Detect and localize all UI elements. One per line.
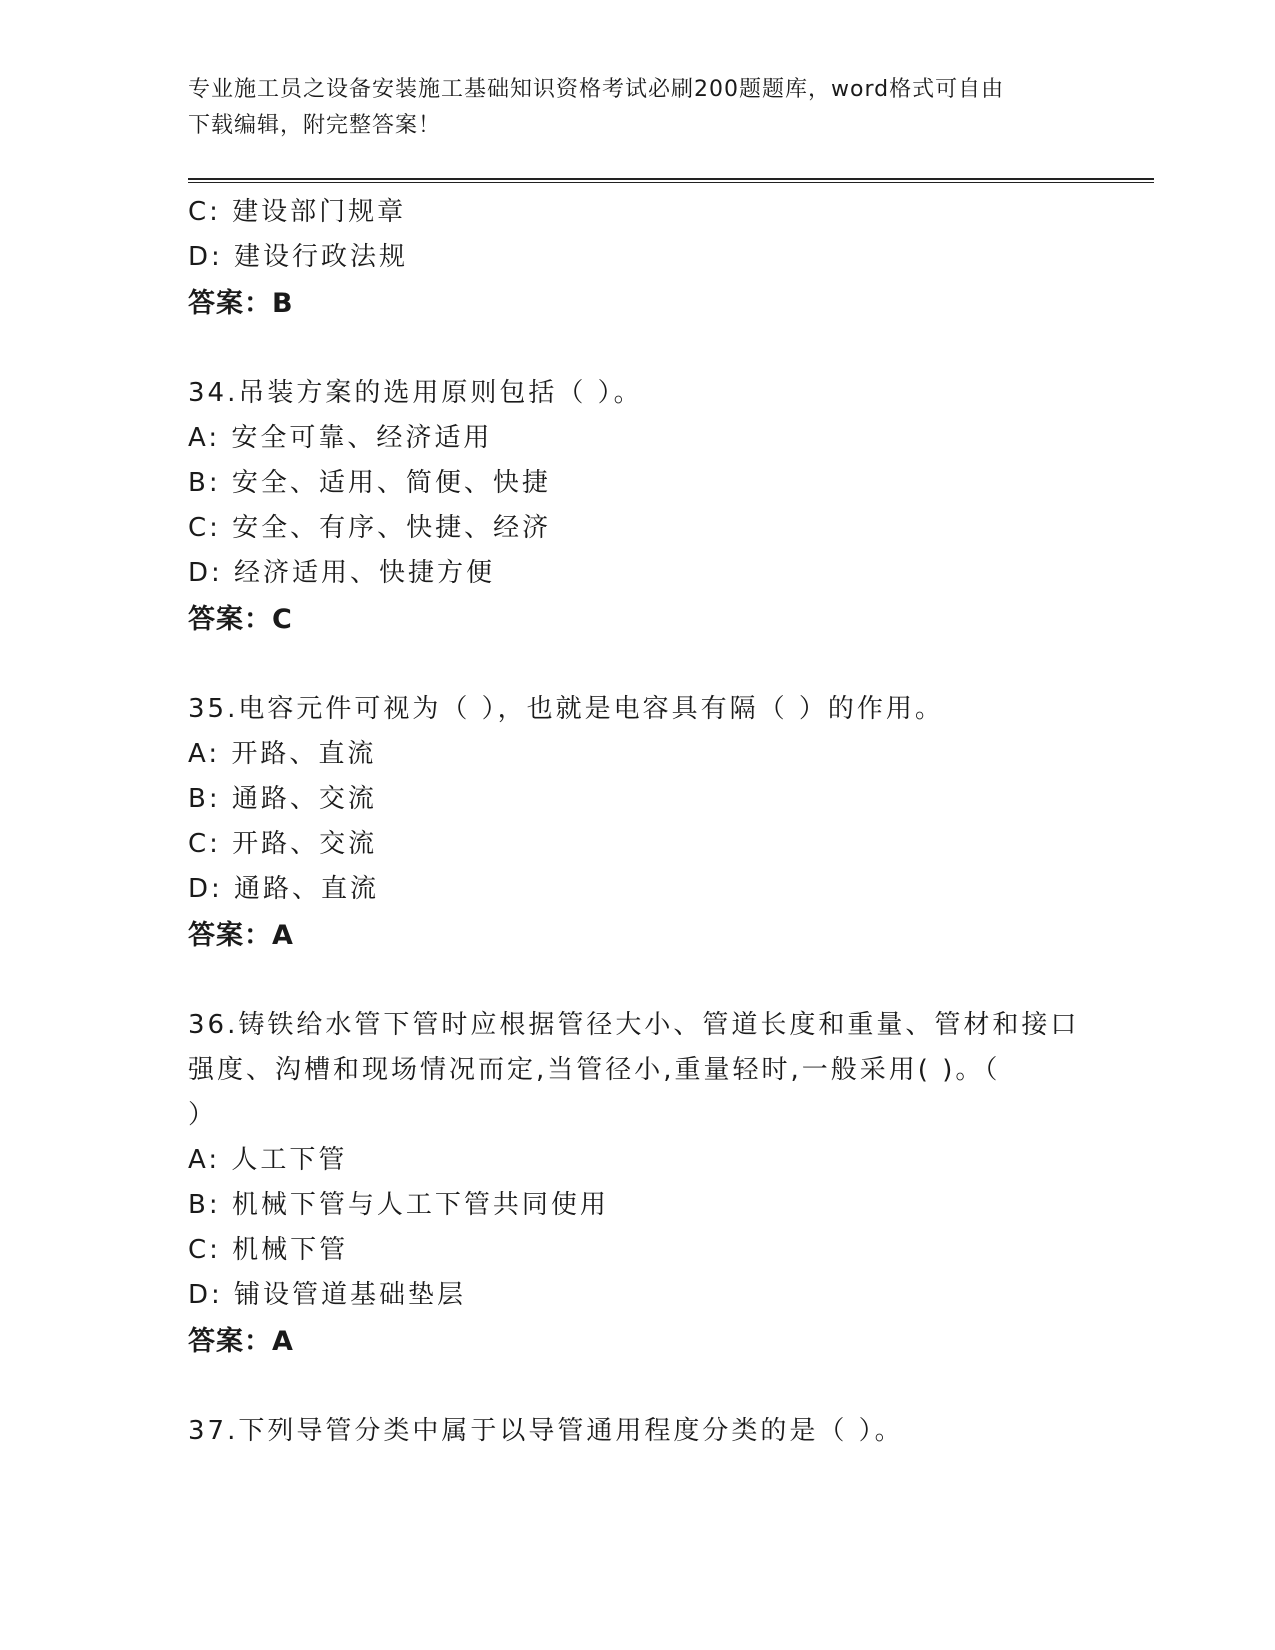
option-d: D: 建设行政法规 bbox=[188, 242, 409, 272]
question-text-line-2: 强度、沟槽和现场情况而定,当管径小,重量轻时,一般采用( )。（ bbox=[188, 1055, 1001, 1085]
question-text-line-3: ） bbox=[188, 1100, 218, 1130]
document-header bbox=[188, 72, 1088, 144]
question-33-continued bbox=[188, 190, 1088, 327]
question-35 bbox=[188, 687, 1088, 959]
option-a: A: 开路、直流 bbox=[188, 739, 377, 769]
question-text: 37.下列导管分类中属于以导管通用程度分类的是（ ）。 bbox=[188, 1416, 904, 1446]
answer-label: 答案：A bbox=[188, 1326, 294, 1357]
option-a: A: 人工下管 bbox=[188, 1145, 348, 1175]
answer-label: 答案：A bbox=[188, 920, 294, 951]
option-d: D: 铺设管道基础垫层 bbox=[188, 1280, 467, 1310]
option-c: C: 机械下管 bbox=[188, 1235, 349, 1265]
answer-label: 答案：C bbox=[188, 604, 293, 635]
question-text: 34.吊装方案的选用原则包括（ ）。 bbox=[188, 378, 643, 408]
question-text: 35.电容元件可视为（ ），也就是电容具有隔（ ）的作用。 bbox=[188, 694, 944, 724]
option-d: D: 经济适用、快捷方便 bbox=[188, 558, 496, 588]
option-d: D: 通路、直流 bbox=[188, 874, 380, 904]
question-36 bbox=[188, 1003, 1088, 1365]
question-34 bbox=[188, 371, 1088, 643]
header-line-2: 下载编辑，附完整答案！ bbox=[188, 113, 442, 138]
document-body bbox=[188, 190, 1088, 1454]
option-b: B: 通路、交流 bbox=[188, 784, 377, 814]
option-c: C: 开路、交流 bbox=[188, 829, 378, 859]
option-b: B: 机械下管与人工下管共同使用 bbox=[188, 1190, 609, 1220]
option-b: B: 安全、适用、简便、快捷 bbox=[188, 468, 551, 498]
option-a: A: 安全可靠、经济适用 bbox=[188, 423, 493, 453]
question-37 bbox=[188, 1409, 1088, 1454]
option-c: C: 安全、有序、快捷、经济 bbox=[188, 513, 552, 543]
option-c: C: 建设部门规章 bbox=[188, 197, 407, 227]
header-line-1: 专业施工员之设备安装施工基础知识资格考试必刷200题题库，word格式可自由 bbox=[188, 77, 1005, 102]
header-divider bbox=[188, 178, 1154, 183]
question-text-line-1: 36.铸铁给水管下管时应根据管径大小、管道长度和重量、管材和接口 bbox=[188, 1010, 1080, 1040]
answer-label: 答案：B bbox=[188, 288, 294, 319]
